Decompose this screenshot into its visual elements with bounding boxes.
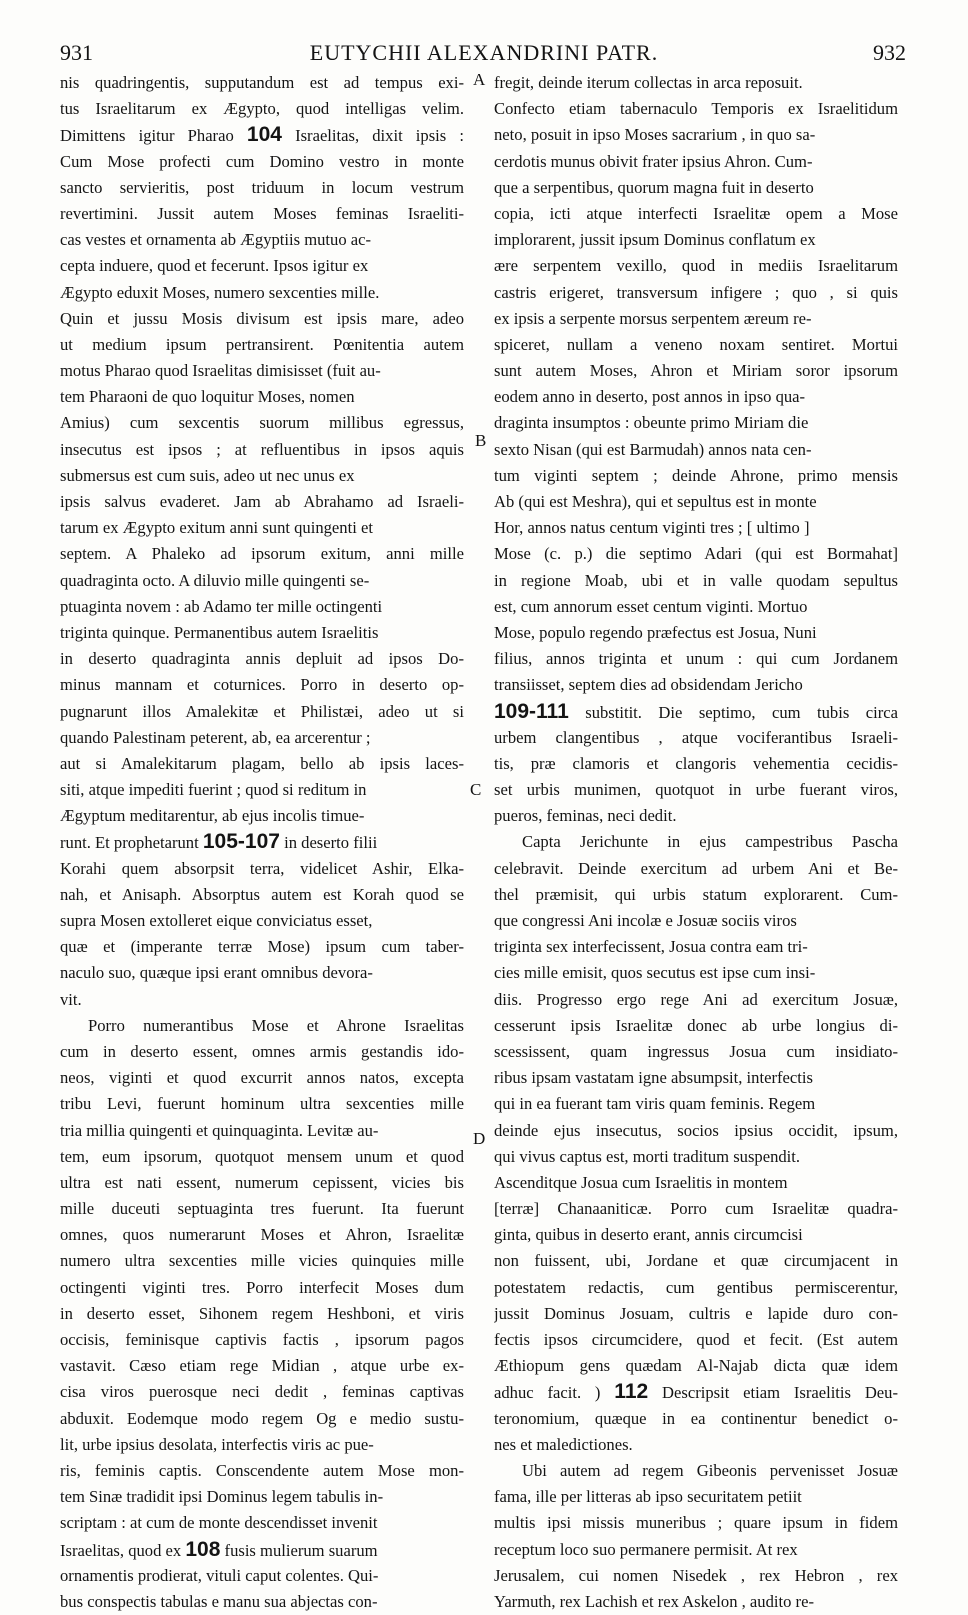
text-line: [60, 829, 464, 855]
line-text: runt. Et prophetarunt: [60, 833, 203, 853]
text-line: motus Pharao quod Israelitas dimisisset (fuit au-: [60, 361, 381, 381]
line-text: Dimittens igitur Pharao: [60, 126, 247, 146]
text-line: naculo suo, quæque ipsi erant omnibus devora-: [60, 963, 373, 983]
text-line: [60, 1537, 464, 1563]
text-line: non fuissent, ubi, Jordane et quæ circumjacent in: [494, 1251, 898, 1271]
text-line: lit, urbe ipsius desolata, interfectis viris ac pue-: [60, 1434, 374, 1454]
text-line: siti, atque impediti fuerint ; quod si reditum in: [60, 780, 367, 800]
text-line: transiisset, septem dies ad obsidendam Jericho: [494, 675, 803, 695]
text-line: [terræ] Chanaaniticæ. Porro cum Israelitæ quadra-: [494, 1199, 898, 1219]
text-line: castris erigeret, transversum infigere ; quo , si quis: [494, 282, 898, 302]
text-line: ptuaginta novem : ab Adamo ter mille octingenti: [60, 596, 383, 616]
text-line: [60, 122, 464, 148]
text-line: urbem clangentibus , atque vociferantibus Israeli-: [494, 727, 898, 747]
text-line: scessissent, quam ingressus Josua cum insidiato-: [494, 1041, 898, 1061]
text-line: cum in deserto essent, omnes armis gestandis ido-: [60, 1041, 464, 1061]
text-line: ginta, quibus in deserto erant, annis circumcisi: [494, 1225, 803, 1245]
text-line: insecutus est ipsos ; at refluentibus in ipsos aquis: [60, 439, 464, 459]
text-line: implorarent, jussit ipsum Dominus conflatum ex: [494, 230, 816, 250]
line-text: Israelitas, dixit ipsis :: [281, 126, 464, 146]
text-line: numero ultra sexcenties mille vicies quinquies mille: [60, 1251, 464, 1271]
text-line: Æthiopum gens quædam Al-Najab dicta quæ idem: [494, 1356, 898, 1376]
text-line: minus mannam et coturnices. Porro in deserto op-: [60, 675, 464, 695]
text-line: neto, posuit in ipso Moses sacrarium , in quo sa-: [494, 125, 816, 145]
text-line: spiceret, nullam a veneno noxam sentiret. Mortui: [494, 334, 898, 354]
text-line: Quin et jussu Mosis divisum est ipsis mare, adeo: [60, 308, 464, 328]
text-line: tria millia quingenti et quinquaginta. Levitæ au-: [60, 1120, 379, 1140]
text-line: Jerusalem, cui nomen Nisedek , rex Hebron , rex: [494, 1565, 898, 1585]
text-line: revertimini. Jussit autem Moses feminas Israeliti-: [60, 203, 464, 223]
text-line: Cum Mose profecti cum Domino vestro in monte: [60, 151, 464, 171]
text-line: tis, præ clamoris et clangoris vehementia cecidis-: [494, 753, 898, 773]
text-line: ex ipsis a serpente morsus serpentem æreum re-: [494, 308, 812, 328]
text-line: que a serpentibus, quorum magna fuit in deserto: [494, 177, 814, 197]
text-line: tem Pharaoni de quo loquitur Moses, nomen: [60, 387, 355, 407]
text-line: Ægyptum meditarentur, ab ejus incolis timue-: [60, 806, 365, 826]
text-line: Amius) cum sexcentis suorum millibus egressus,: [60, 413, 464, 433]
line-text: Israelitas, quod ex: [60, 1540, 186, 1560]
line-text: Descripsit etiam Israelitis Deu-: [648, 1383, 898, 1403]
text-line: celebravit. Deinde exercitum ad urbem Ani et Be-: [494, 858, 898, 878]
text-line: thel præmisit, qui urbis statum explorarent. Cum-: [494, 884, 898, 904]
text-line: sunt autem Moses, Ahron et Miriam soror ipsorum: [494, 361, 898, 381]
text-line: triginta sex interfecissent, Josua contra eam tri-: [494, 937, 808, 957]
text-line: neos, viginti et quod excurrit annos natos, excepta: [60, 1068, 464, 1088]
text-line: diis. Progresso ergo rege Ani ad exercitum Josuæ,: [494, 989, 898, 1009]
text-line: sancto servieritis, post triduum in locum vestrum: [60, 177, 464, 197]
text-line: cesserunt ipsis Israelitæ donec ab urbe longius di-: [494, 1015, 898, 1035]
text-line: aut si Amalekitarum plagam, bello ab ipsis laces-: [60, 753, 464, 773]
text-line: potestatem redactis, cum gentibus permiscerentur,: [494, 1277, 898, 1297]
text-line: bus conspectis tabulas e manu sua abjectas con-: [60, 1591, 378, 1611]
text-line: ris, feminis captis. Conscendente autem Mose mon-: [60, 1460, 464, 1480]
text-line: ribus ipsam vastatam igne absumpsit, interfectis: [494, 1068, 813, 1088]
text-line: teronomium, quæque in ea continentur benedict o-: [494, 1408, 898, 1428]
text-line: tem Sinæ tradidit ipsi Dominus legem tabulis in-: [60, 1487, 384, 1507]
text-line: Ægypto eduxit Moses, numero sexcenties mille.: [60, 282, 380, 302]
text-line: eodem anno in deserto, post annos in ipso qua-: [494, 387, 806, 407]
text-line: set urbis munimen, quotquot in urbe fuerant viros,: [494, 780, 898, 800]
text-line: Porro numerantibus Mose et Ahrone Israelitas: [88, 1015, 464, 1035]
text-line: est, cum annorum esset centum viginti. Mortuo: [494, 596, 808, 616]
text-line: jussit Dominus Josuam, cultris e lapide duro con-: [494, 1303, 898, 1323]
text-line: vastavit. Cæso etiam rege Midian , atque urbe ex-: [60, 1356, 464, 1376]
text-line: octingenti viginti tres. Porro interfecit Moses dum: [60, 1277, 464, 1297]
line-text: adhuc facit. ): [494, 1383, 615, 1403]
text-line: Capta Jerichunte in ejus campestribus Pascha: [522, 832, 898, 852]
text-line: in deserto quadraginta annis depluit ad ipsos Do-: [60, 649, 464, 669]
section-marker-b: B: [475, 431, 487, 450]
text-line: tarum ex Ægypto exitum anni sunt quingenti et: [60, 518, 373, 538]
text-line: qui vivus captus est, morti traditum suspendit.: [494, 1146, 801, 1166]
text-line: cepta induere, quod et fecerunt. Ipsos igitur ex: [60, 256, 369, 276]
text-line: omnes, quos numerarunt Moses et Ahron, Israelitæ: [60, 1225, 464, 1245]
section-marker-a: A: [473, 70, 486, 89]
text-line: receptum loco suo permanere permisit. At rex: [494, 1539, 798, 1559]
text-line: scriptam : at cum de monte descendisset invenit: [60, 1513, 378, 1533]
text-line: triginta quinque. Permanentibus autem Israelitis: [60, 622, 379, 642]
margin-number: 105-107: [202, 830, 280, 854]
text-line: que congressi Ani incolæ e Josuæ sociis viros: [494, 911, 797, 930]
section-marker-c: C: [470, 780, 482, 799]
text-line: cas vestes et ornamenta ab Ægyptiis mutuo ac-: [60, 230, 372, 250]
text-line: submersus est cum suis, adeo ut nec unus ex: [60, 465, 355, 485]
right-column: [494, 70, 898, 1615]
text-line: Korahi quem absorpsit terra, videlicet Ashir, Elka-: [60, 858, 464, 878]
text-line: supra Mosen extolleret eique conviciatus esset,: [60, 911, 373, 930]
text-line: abduxit. Eodemque modo regem Og e medio sustu-: [60, 1408, 464, 1428]
text-line: nes et maledictiones.: [494, 1434, 633, 1454]
page-number-right: 932: [873, 40, 906, 65]
text-line: qui in ea fuerant tam viris quam feminis. Regem: [494, 1094, 816, 1114]
text-line: Mose, populo regendo præfectus est Josua, Nuni: [494, 622, 817, 642]
text-line: Hor, annos natus centum viginti tres ; [ ultimo ]: [494, 518, 810, 538]
text-line: Confecto etiam tabernaculo Temporis ex Israelitidum: [494, 99, 898, 119]
text-line: Yarmuth, rex Lachish et rex Askelon , audito re-: [494, 1591, 814, 1611]
text-line: quando Palestinam peterent, ab, ea arcerentur ;: [60, 727, 371, 747]
text-line: cerdotis munus obivit frater ipsius Ahron. Cum-: [494, 151, 813, 171]
text-line: quadraginta octo. A diluvio mille quingenti se-: [60, 570, 370, 590]
text-line: ornamentis prodierat, vituli caput colentes. Qui-: [60, 1565, 379, 1585]
margin-number: 104: [246, 123, 282, 147]
text-line: vit.: [60, 989, 82, 1009]
page-number-left: 931: [60, 40, 93, 65]
text-line: in deserto esset, Sihonem regem Heshboni, et viris: [60, 1303, 464, 1323]
text-line: pugnarunt illos Amalekitæ et Philistæi, adeo ut si: [60, 701, 464, 721]
line-text: in deserto filii: [279, 833, 378, 853]
line-text: fusis mulierum suarum: [220, 1540, 378, 1560]
text-line: Ascenditque Josua cum Israelitis in montem: [494, 1172, 788, 1192]
text-line: pueros, feminas, neci dedit.: [494, 806, 677, 826]
text-line: quæ et (imperante terræ Mose) ipsum cum taber-: [60, 937, 464, 957]
text-line: cies mille emisit, quos secutus est ipse cum insi-: [494, 963, 816, 983]
text-line: tus Israelitarum ex Ægypto, quod intelligas velim.: [60, 99, 464, 119]
margin-number: 108: [185, 1537, 221, 1561]
text-line: ultra est nati essent, numerum cepissent, vicies bis: [60, 1172, 464, 1192]
text-line: deinde ejus insecutus, socios ipsius occidit, ipsum,: [494, 1120, 898, 1140]
text-line: cisa viros puerosque neci dedit , feminas captivas: [60, 1382, 464, 1402]
text-line: Ab (qui est Meshra), qui et sepultus est in monte: [494, 492, 817, 511]
text-line: multis ipsi missis muneribus ; quare ipsum in fidem: [494, 1513, 898, 1533]
text-line: tem, eum ipsorum, quotquot mensem unum et quod: [60, 1146, 464, 1166]
text-line: in regione Moab, ubi et in valle quodam sepultus: [494, 570, 898, 590]
text-line: nah, et Anisaph. Absorptus autem est Korah quod se: [60, 884, 464, 904]
text-line: tum viginti septem ; deinde Ahrone, primo mensis: [494, 465, 898, 485]
margin-number: 112: [614, 1380, 649, 1404]
running-title: EUTYCHII ALEXANDRINI PATR.: [309, 40, 659, 65]
text-line: septem. A Phaleko ad ipsorum exitum, anni mille: [60, 544, 464, 564]
text-line: [494, 699, 898, 725]
text-line: copia, icti atque interfecti Israelitæ opem a Mose: [494, 203, 898, 223]
text-line: ut medium ipsum pertransirent. Pœnitentia autem: [60, 334, 464, 354]
section-marker-d: D: [473, 1129, 486, 1148]
text-line: Mose (c. p.) die septimo Adari (qui est Bormahat]: [494, 544, 898, 564]
text-line: fregit, deinde iterum collectas in arca reposuit.: [494, 73, 803, 92]
margin-number: 109-111: [494, 699, 569, 723]
text-line: Ubi autem ad regem Gibeonis pervenisset Josuæ: [522, 1460, 898, 1480]
text-line: occisis, feminisque captivis factis , ipsorum pagos: [60, 1330, 464, 1349]
text-line: [494, 1379, 898, 1405]
text-line: draginta insumptos : obeunte primo Miriam die: [494, 413, 809, 433]
text-line: fama, ille per litteras ab ipso securitatem petiit: [494, 1487, 802, 1507]
text-line: ære serpentem vexillo, quod in mediis Israelitarum: [494, 256, 898, 276]
text-line: tribu Levi, fuerunt hominum ultra sexcenties mille: [60, 1094, 464, 1114]
text-line: fectis ipsos circumcidere, quod et fecit. (Est autem: [494, 1330, 898, 1349]
text-line: mille duceuti septuaginta tres fuerunt. Ita fuerunt: [60, 1199, 464, 1219]
text-line: filius, annos triginta et unum : qui cum Jordanem: [494, 649, 898, 669]
line-text: substitit. Die septimo, cum tubis circa: [568, 702, 898, 722]
left-column: [60, 70, 464, 1615]
text-line: ipsis salvus evaderet. Jam ab Abrahamo ad Israeli-: [60, 492, 464, 511]
text-line: nis quadringentis, supputandum est ad tempus exi-: [60, 73, 464, 92]
text-line: sexto Nisan (qui est Barmudah) annos nata cen-: [494, 439, 812, 459]
